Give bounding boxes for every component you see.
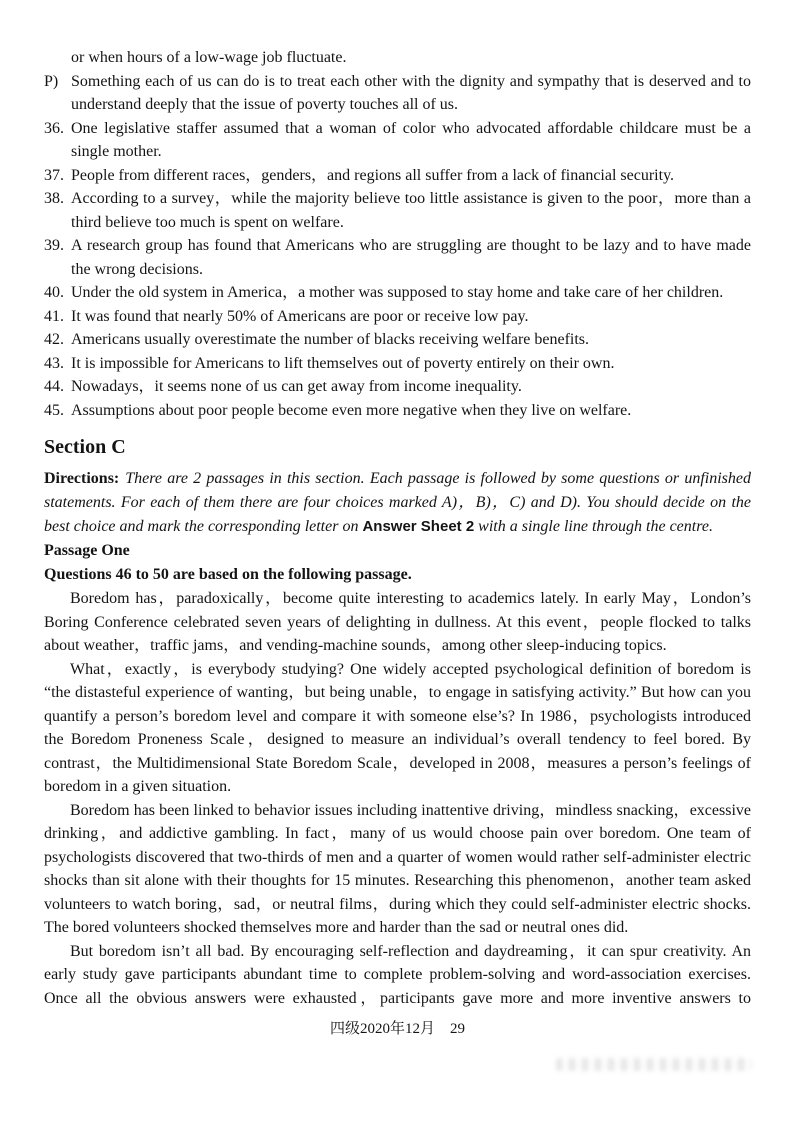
item-marker xyxy=(44,46,71,70)
item-marker: 37. xyxy=(44,166,64,184)
list-item xyxy=(44,164,751,188)
list-item xyxy=(44,117,751,164)
questions-range-note: Questions 46 to 50 are based on the following passage. xyxy=(44,566,412,583)
item-text: Assumptions about poor people become even more negative when they live on welfare. xyxy=(71,401,632,419)
item-marker: 41. xyxy=(44,307,64,325)
item-text: It was found that nearly 50% of Americans are poor or receive low pay. xyxy=(71,307,529,325)
page-footer xyxy=(44,1018,751,1040)
item-text: Nowadays，it seems none of us can get away from income inequality. xyxy=(71,378,522,395)
list-item xyxy=(44,187,751,234)
passage-paragraph-3: Boredom has been linked to behavior issues including inattentive driving，mindless snacking，excessive drinking，and addictive gambling. In fact，many of us would choose pain over boredom. One team of psychologists discovered that two-thirds of men and a quarter of women would rather self-administer electric shocks than sit alone with their thoughts for 15 minutes. Researching this phenomenon，another team asked volunteers to watch boring，sad，or neutral films，during which they could self-administer electric shocks. The bored volunteers shocked themselves more and harder than the sad or neutral ones did. xyxy=(44,801,751,936)
item-marker: 38. xyxy=(44,190,64,207)
list-item xyxy=(44,305,751,329)
item-text: or when hours of a low-wage job fluctuate. xyxy=(71,49,347,66)
item-text: It is impossible for Americans to lift themselves out of poverty entirely on their own. xyxy=(71,354,615,372)
item-marker: 36. xyxy=(44,119,64,137)
item-text: Something each of us can do is to treat each other with the dignity and sympathy that is deserved and to understand deeply that the issue of poverty touches all of us. xyxy=(71,72,751,113)
passage-one-label: Passage One xyxy=(44,542,130,559)
item-text: One legislative staffer assumed that a woman of color who advocated affordable childcare must be a single mother. xyxy=(71,119,751,160)
list-item xyxy=(44,328,751,352)
item-marker: 45. xyxy=(44,401,64,419)
item-marker: 42. xyxy=(44,331,64,348)
list-item xyxy=(44,70,751,117)
item-text: Under the old system in America，a mother was supposed to stay home and take care of her children. xyxy=(71,284,724,301)
directions-text: There are 2 passages in this section. Each passage is followed by some questions or unfinished statements. For each of them there are four choices marked A)，B)，C) and D). You should decide on the best choice and mark the corresponding letter on xyxy=(44,470,751,535)
section-c-heading: Section C xyxy=(44,436,126,458)
list-item xyxy=(44,46,751,70)
question-list xyxy=(44,46,751,422)
list-item xyxy=(44,281,751,305)
directions-label: Directions: xyxy=(44,470,120,487)
directions-text-after: with a single line through the centre. xyxy=(474,518,713,535)
item-marker: 39. xyxy=(44,237,64,254)
item-marker: 40. xyxy=(44,284,64,301)
list-item xyxy=(44,234,751,281)
passage-paragraph-4: But boredom isn’t all bad. By encouraging self-reflection and daydreaming，it can spur creativity. An early study gave participants abundant time to complete problem-solving and word-association exercises. Once all the obvious answers were exhausted，participants gave more and more inventive answers to xyxy=(44,942,751,1007)
item-marker: P) xyxy=(44,72,59,90)
list-item xyxy=(44,352,751,376)
item-text: Americans usually overestimate the number of blacks receiving welfare benefits. xyxy=(71,331,590,348)
item-marker: 43. xyxy=(44,354,64,372)
item-text: A research group has found that Americans who are struggling are thought to be lazy and to have made the wrong decisions. xyxy=(71,237,751,278)
scan-smudge xyxy=(556,1058,752,1071)
list-item xyxy=(44,399,751,423)
passage-paragraph-2: What，exactly，is everybody studying? One widely accepted psychological definition of boredom is “the distasteful experience of wanting，but being unable，to engage in satisfying activity.” But how can you quantify a person’s boredom level and compare it with someone else’s? In 1986，psychologists introduced the Boredom Proneness Scale，designed to measure an individual’s overall tendency to feel bored. By contrast，the Multidimensional State Boredom Scale，developed in 2008，measures a person’s feelings of boredom in a given situation. xyxy=(44,660,751,795)
item-text: People from different races，genders，and regions all suffer from a lack of financial security. xyxy=(71,166,675,184)
item-text: According to a survey，while the majority believe too little assistance is given to the poor，more than a third believe too much is spent on welfare. xyxy=(71,190,752,231)
list-item xyxy=(44,375,751,399)
directions-paragraph xyxy=(44,467,751,539)
item-marker: 44. xyxy=(44,378,64,395)
footer-text: 四级2020年12月 29 xyxy=(329,1021,465,1037)
answer-sheet-reference: Answer Sheet 2 xyxy=(362,518,475,535)
passage-paragraph-1: Boredom has，paradoxically，become quite interesting to academics lately. In early May，London’s Boring Conference celebrated seven years of delighting in dullness. At this event，people flocked to talks about weather，traffic jams，and vending-machine sounds，among other sleep-inducing topics. xyxy=(44,590,751,654)
